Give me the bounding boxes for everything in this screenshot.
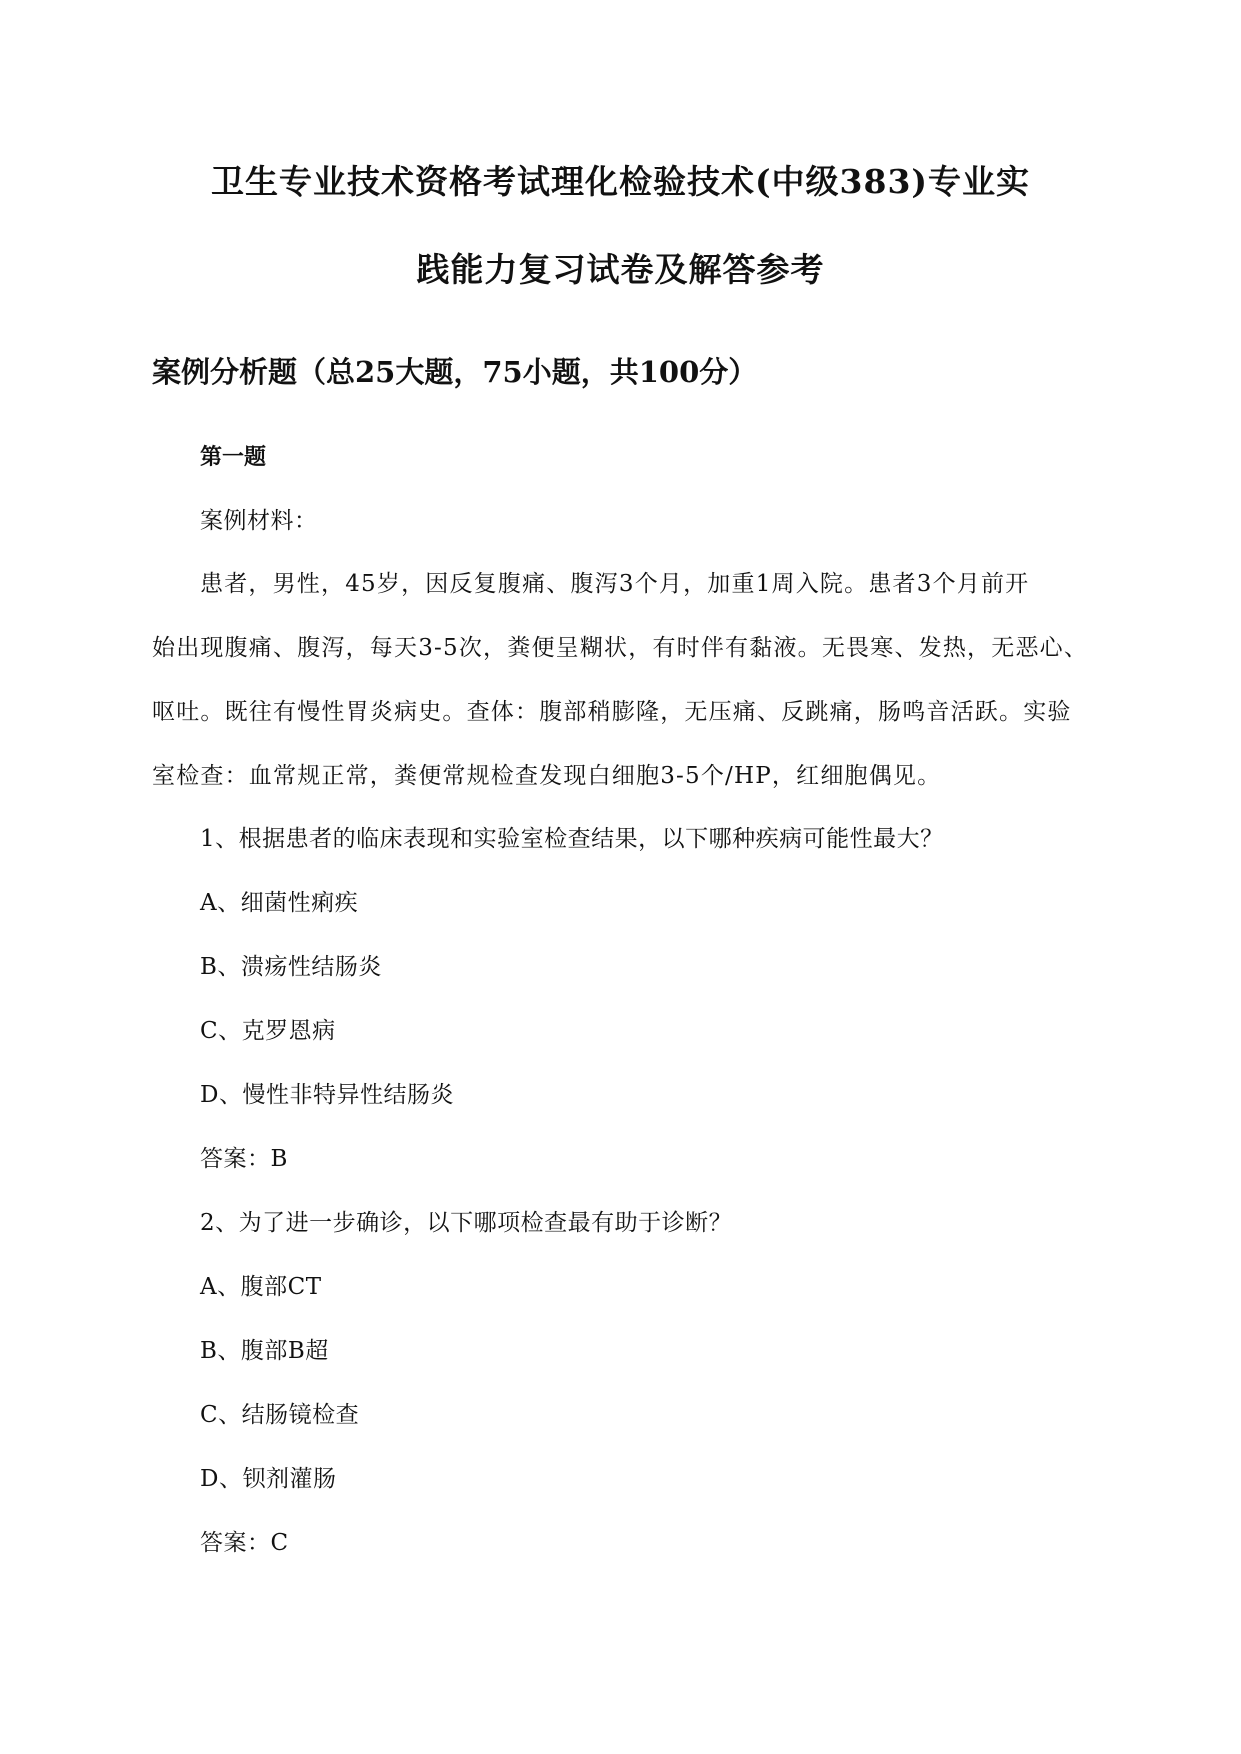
question-stem: 1、根据患者的临床表现和实验室检查结果，以下哪种疾病可能性最大？ <box>200 826 944 852</box>
material-line: 室检查：血常规正常，粪便常规检查发现白细胞3-5个/HP，红细胞偶见。 <box>152 763 942 789</box>
material-line: 患者，男性，45岁，因反复腹痛、腹泻3个月，加重1周入院。患者3个月前开 <box>200 571 1030 597</box>
question-option: B、腹部B超 <box>200 1338 329 1364</box>
question-option: D、钡剂灌肠 <box>200 1466 337 1492</box>
question-option: A、腹部CT <box>200 1274 322 1300</box>
question-option: A、细菌性痢疾 <box>200 890 359 916</box>
document-title-line-2: 践能力复习试卷及解答参考 <box>416 250 825 289</box>
material-label: 案例材料： <box>200 508 318 534</box>
question-option: B、溃疡性结肠炎 <box>200 954 382 980</box>
question-answer: 答案：B <box>200 1146 288 1172</box>
section-heading: 案例分析题（总25大题，75小题，共100分） <box>152 355 758 389</box>
question-answer: 答案：C <box>200 1530 289 1556</box>
question-option: C、结肠镜检查 <box>200 1402 360 1428</box>
material-line: 始出现腹痛、腹泻，每天3-5次，粪便呈糊状，有时伴有黏液。无畏寒、发热，无恶心、 <box>152 635 1089 661</box>
question-option: D、慢性非特异性结肠炎 <box>200 1082 454 1108</box>
question-group-heading: 第一题 <box>200 444 267 470</box>
material-line: 呕吐。既往有慢性胃炎病史。查体：腹部稍膨隆，无压痛、反跳痛，肠鸣音活跃。实验 <box>152 699 1072 725</box>
question-stem: 2、为了进一步确诊，以下哪项检查最有助于诊断？ <box>200 1210 733 1236</box>
document-title-line-1: 卫生专业技术资格考试理化检验技术(中级383)专业实 <box>210 162 1031 201</box>
question-option: C、克罗恩病 <box>200 1018 336 1044</box>
